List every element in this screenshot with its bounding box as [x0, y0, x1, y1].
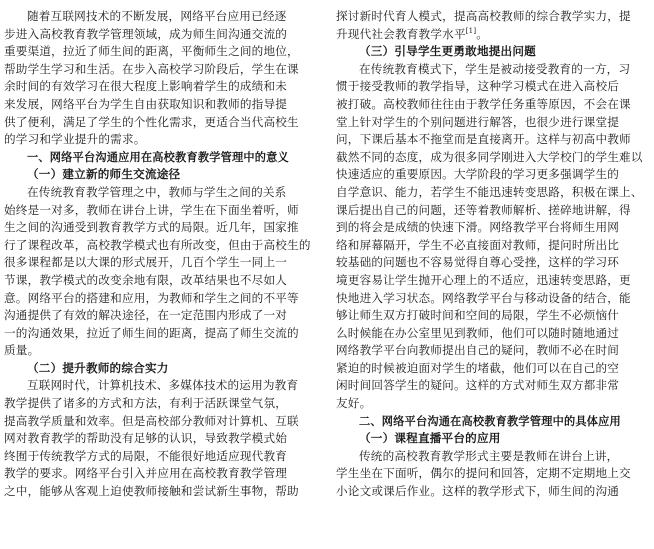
paragraph-line — [336, 342, 648, 360]
line-text: 质量。 — [4, 343, 40, 358]
line-text: 余时间的有效学习在很大程度上影响着学生的成绩和未 — [4, 79, 288, 94]
line-text: 传统的高校教育教学形式主要是教师在讲台上讲， — [359, 448, 619, 463]
paragraph-line — [336, 8, 648, 26]
line-text: 一、网络平台沟通应用在高校教育教学管理中的意义 — [27, 150, 289, 164]
paragraph-line — [4, 430, 312, 448]
section-heading — [336, 413, 648, 431]
right-column — [336, 8, 648, 501]
paragraph-line — [336, 290, 648, 308]
line-text: 步进入高校教育教学管理领域，成为师生间沟通交流的 — [4, 26, 288, 41]
line-text: （三）引导学生更勇敢地提出问题 — [359, 44, 536, 59]
paragraph-line — [336, 307, 648, 325]
line-text: 重要渠道，拉近了师生间的距离，平衡师生之间的地位， — [4, 44, 299, 59]
line-text: （二）提升教师的综合实力 — [27, 360, 169, 375]
line-text: （一）课程直播平台的应用 — [359, 431, 501, 446]
paragraph-line — [336, 78, 648, 96]
left-column — [4, 8, 312, 501]
paragraph-line — [4, 131, 312, 149]
paragraph-line — [336, 254, 648, 272]
paragraph-line — [4, 377, 312, 395]
line-text: 终囿于传统教学方式的局限，不能很好地适应现代教育 — [4, 448, 288, 463]
line-text: 境更容易让学生抛开心理上的不适应，迅速转变思路，更 — [336, 272, 631, 287]
line-text: 被打破。高校教师往往由于教学任务重等原因，不会在课 — [336, 96, 631, 111]
paragraph-line — [4, 61, 312, 79]
subsection-heading — [336, 430, 648, 448]
line-text: 学生坐在下面听，偶尔的提问和回答，定期不定期地上交 — [336, 466, 631, 481]
line-text: 堂上针对学生的个别问题进行解答，也很少进行课堂提 — [336, 114, 620, 129]
paragraph-line — [4, 413, 312, 431]
paragraph-line — [4, 465, 312, 483]
line-text: 升现代社会教育教学水平 — [336, 26, 466, 41]
paragraph-line — [4, 448, 312, 466]
line-text: 网络教学平台向教师提出自己的疑问，教师不必在时间 — [336, 343, 620, 358]
citation-marker: [1] — [465, 26, 477, 35]
paragraph-line — [4, 78, 312, 96]
line-text: 惯于接受教师的教学指导，这种学习模式在进入高校后 — [336, 79, 620, 94]
paragraph-line — [336, 360, 648, 378]
line-text: 够让师生双方打破时间和空间的局限，学生不必烦恼什 — [336, 308, 620, 323]
paragraph-line — [4, 483, 312, 501]
paragraph-line — [336, 184, 648, 202]
line-text: 快速适应的重要原因。大学阶段的学习更多强调学生的 — [336, 167, 620, 182]
paragraph-line — [4, 325, 312, 343]
line-text: （一）建立新的师生交流途径 — [27, 167, 181, 182]
line-text: 自学意识、能力，若学生不能迅速转变思路，积极在课上、 — [336, 184, 643, 199]
line-text: 行了课程改革，高校教学模式也有所改变，但由于高校生的 — [4, 237, 311, 252]
line-text: 问，下课后基本不拖堂而是直接离开。这样与初高中教师 — [336, 132, 631, 147]
line-text: 随着互联网技术的不断发展，网络平台应用已经逐 — [27, 9, 287, 23]
paragraph-line — [336, 114, 648, 132]
line-text: 之中，能够从客观上迫使教师接触和尝试新生事物，帮助 — [4, 484, 299, 499]
line-text: 一的沟通效果，拉近了师生间的距离，提高了师生交流的 — [4, 325, 299, 340]
line-text: 在传统教育教学管理之中，教师与学生之间的关系 — [27, 184, 287, 199]
paragraph-line — [4, 26, 312, 44]
paragraph-line — [336, 465, 648, 483]
line-tail: 。 — [476, 26, 489, 41]
paragraph-line — [336, 219, 648, 237]
paragraph-line — [4, 96, 312, 114]
paragraph-line — [336, 96, 648, 114]
paragraph-line — [4, 43, 312, 61]
paragraph-line — [336, 202, 648, 220]
subsection-heading — [4, 360, 312, 378]
line-text: 的学习和学业提升的需求。 — [4, 132, 146, 147]
paragraph-line — [4, 114, 312, 132]
line-text: 教学提供了诸多的方式和方法，有利于活跃课堂气氛， — [4, 396, 288, 411]
paragraph-line — [4, 307, 312, 325]
line-text: 帮助学生学习和生活。在步入高校学习阶段后，学生在课 — [4, 61, 299, 76]
paragraph-line — [336, 131, 648, 149]
line-text: 小论文或课后作业。这样的教学形式下，师生间的沟通 — [336, 484, 620, 499]
paragraph-line — [4, 290, 312, 308]
line-text: 二、网络平台沟通在高校教育教学管理中的具体应用 — [359, 414, 621, 428]
line-text: 友好。 — [336, 396, 372, 411]
line-text: 互联网时代，计算机技术、多媒体技术的运用为教育 — [27, 378, 299, 393]
paragraph-line — [4, 272, 312, 290]
line-text: 闲时间回答学生的疑问。这样的方式对师生双方都非常 — [336, 378, 620, 393]
paragraph-line — [336, 166, 648, 184]
paragraph-line — [336, 26, 648, 44]
paragraph-line — [4, 342, 312, 360]
paragraph-line — [336, 272, 648, 290]
paragraph-line — [4, 237, 312, 255]
line-text: 么时候能在办公室里见到教师，他们可以随时随地通过 — [336, 325, 620, 340]
line-text: 很多课程都是以大课的形式展开，几百个学生一同上一 — [4, 255, 288, 270]
line-text: 快地进入学习状态。网络教学平台与移动设备的结合，能 — [336, 290, 631, 305]
paragraph-line — [336, 448, 648, 466]
line-text: 生之间的沟通受到教育教学方式的局限。近几年，国家推 — [4, 220, 299, 235]
line-text: 在传统教育模式下，学生是被动接受教育的一方，习 — [359, 61, 631, 76]
line-text: 来发展，网络平台为学生自由获取知识和教师的指导提 — [4, 96, 288, 111]
paragraph-line — [336, 149, 648, 167]
paragraph-line — [336, 237, 648, 255]
paragraph-line — [336, 61, 648, 79]
line-text: 网对教育教学的帮助没有足够的认识，导致教学模式始 — [4, 431, 288, 446]
line-text: 提高教学质量和效率。但是高校部分教师对计算机、互联 — [4, 413, 299, 428]
line-text: 紧迫的时候被迫面对学生的堵截，他们可以在自己的空 — [336, 360, 620, 375]
line-text: 到的将会是成绩的快速下滑。网络教学平台将师生用网 — [336, 220, 620, 235]
line-text: 始终是一对多，教师在讲台上讲，学生在下面坐着听，师 — [4, 202, 299, 217]
line-text: 较基础的问题也不容易觉得自尊心受挫，这样的学习环 — [336, 255, 620, 270]
paragraph-line — [336, 325, 648, 343]
line-text: 沟通提供了有效的解决途径，在一定范围内形成了一对 — [4, 308, 288, 323]
paragraph-line — [336, 395, 648, 413]
paragraph-line — [4, 202, 312, 220]
line-text: 探讨新时代育人模式，提高高校教师的综合教学实力，提 — [336, 9, 631, 23]
section-heading — [4, 149, 312, 167]
line-text: 节课，教学模式的改变余地有限，改革结果也不尽如人 — [4, 272, 288, 287]
line-text: 络和屏幕隔开，学生不必直接面对教师，提问时所出比 — [336, 237, 620, 252]
line-text: 截然不同的态度，成为很多同学刚进入大学校门的学生难以 — [336, 149, 643, 164]
paragraph-line — [4, 254, 312, 272]
line-text: 供了便利，满足了学生的个性化需求，更适合当代高校生 — [4, 114, 299, 129]
paragraph-line — [4, 184, 312, 202]
paragraph-line — [336, 483, 648, 501]
line-text: 教学的要求。网络平台引入并应用在高校教育教学管理 — [4, 466, 288, 481]
line-text: 课后提出自己的问题，还等着教师解析、搓碎地讲解，得 — [336, 202, 631, 217]
paragraph-line — [4, 219, 312, 237]
subsection-heading — [4, 166, 312, 184]
subsection-heading — [336, 43, 648, 61]
paragraph-line — [336, 377, 648, 395]
line-text: 意。网络平台的搭建和应用，为教师和学生之间的不平等 — [4, 290, 299, 305]
paragraph-line — [4, 8, 312, 26]
paragraph-line — [4, 395, 312, 413]
